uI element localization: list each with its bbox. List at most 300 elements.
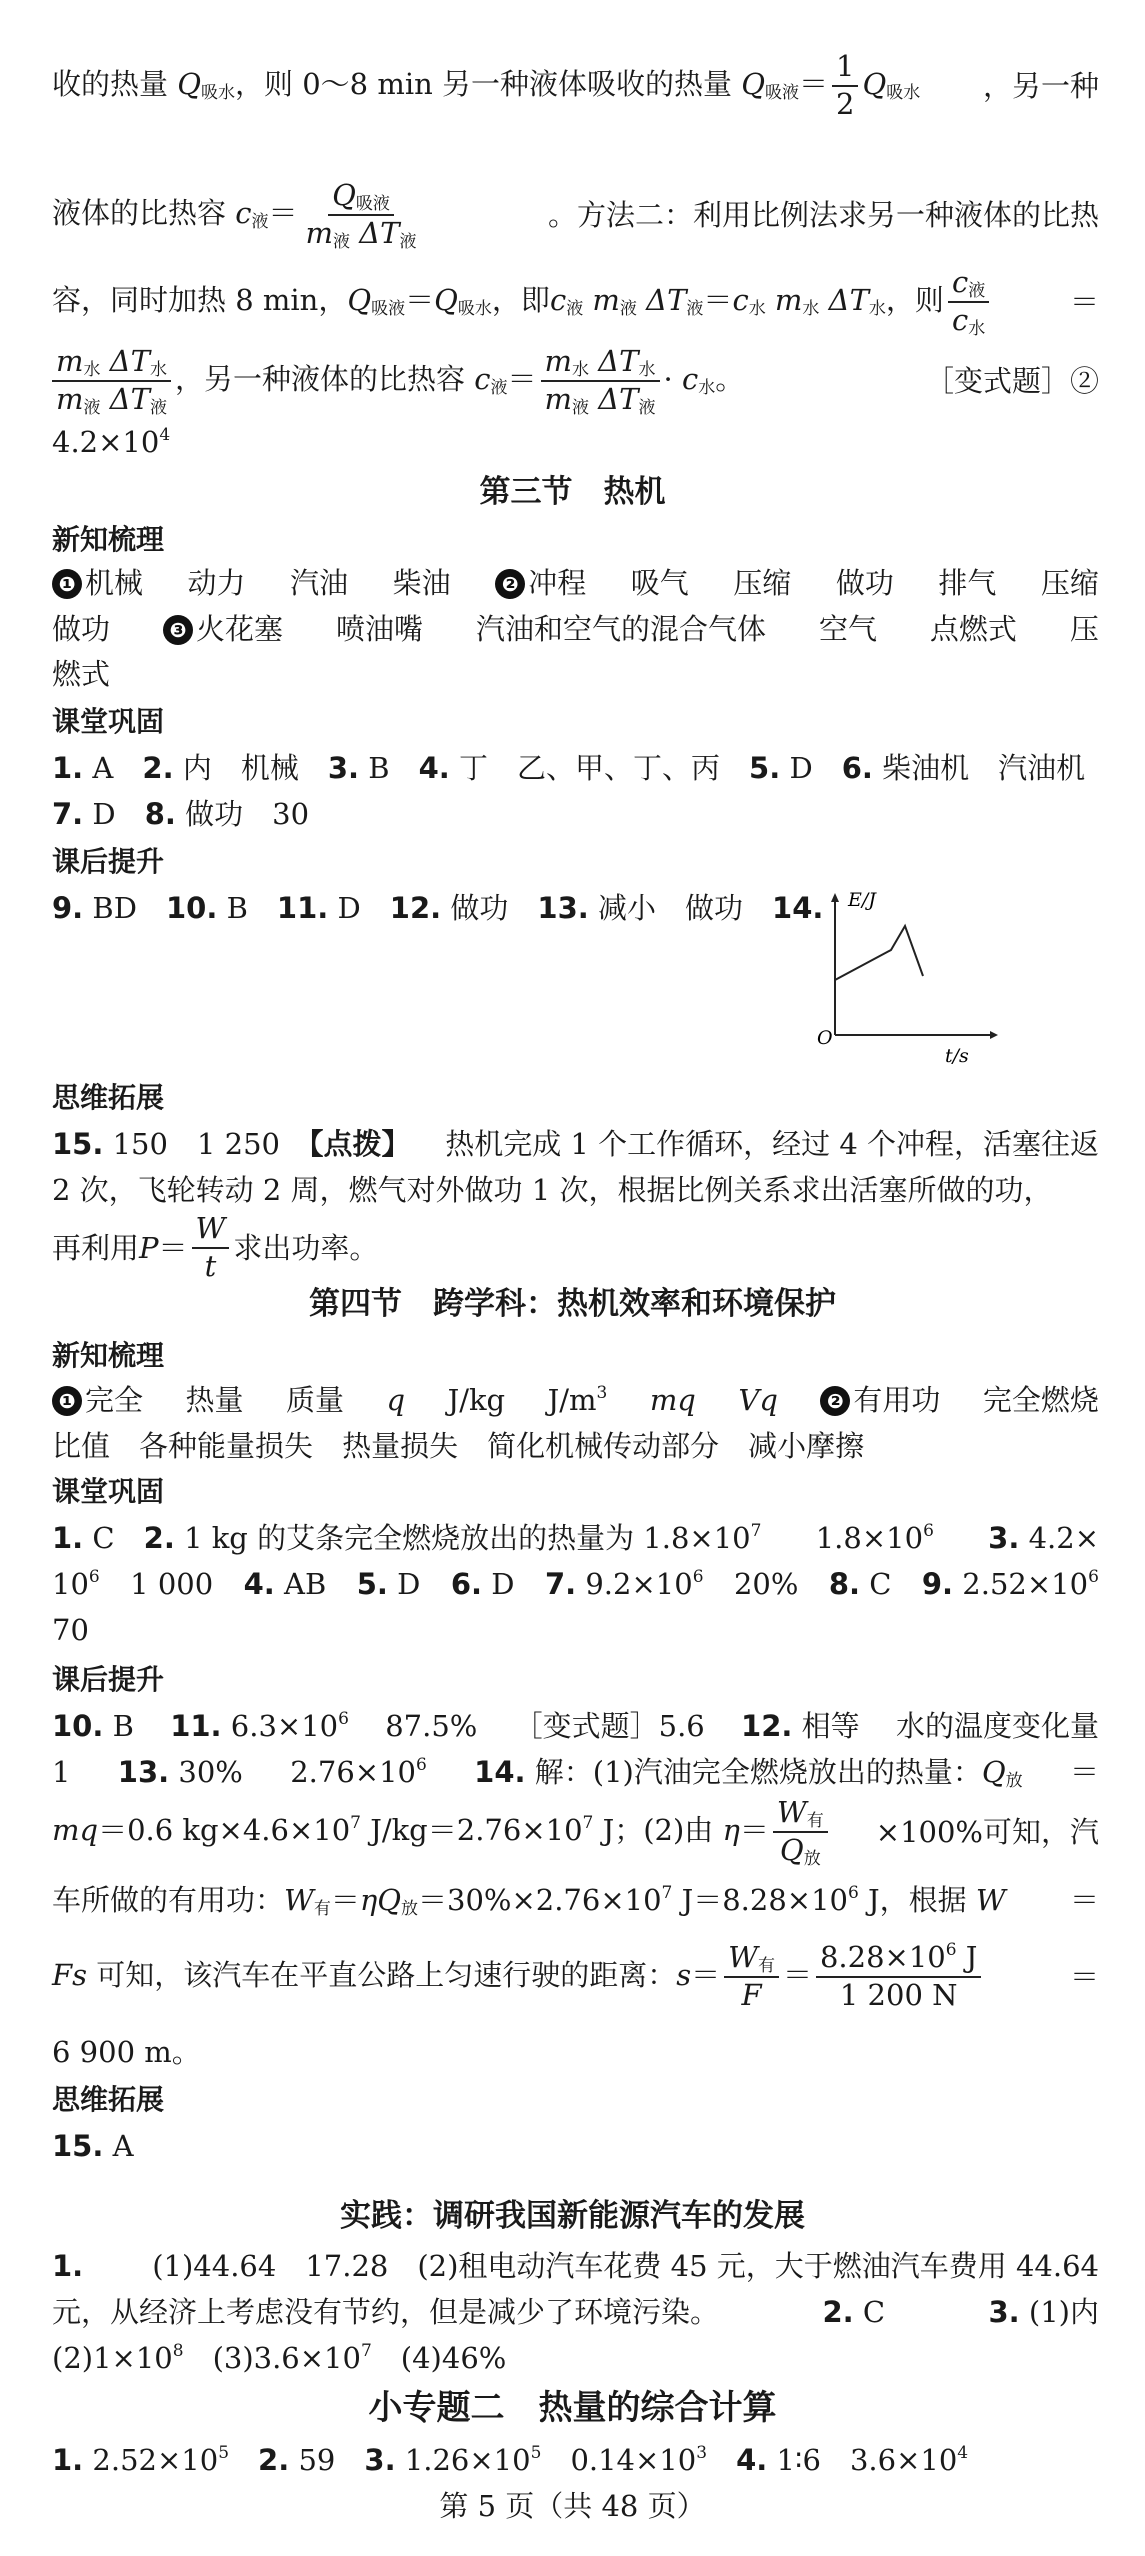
text: ，则 0～8 min 另一种液体吸收的热量	[235, 67, 742, 101]
answer: 87.5%	[385, 1709, 478, 1743]
answer: J/kg	[447, 1383, 506, 1417]
y-axis-arrow-icon	[831, 893, 839, 902]
subscript: 液	[150, 398, 168, 418]
answer: 做功 30	[185, 797, 310, 831]
answer-line	[52, 1380, 1099, 1420]
subscript: 液	[490, 378, 508, 398]
answer: 热量	[185, 1383, 244, 1417]
text-line-3	[52, 265, 1099, 339]
origin-label: O	[817, 1027, 833, 1049]
answer: 6.3×10	[230, 1709, 339, 1743]
subscript: 吸液	[765, 83, 800, 103]
text: J；(2)由	[593, 1813, 723, 1847]
answer: 10	[52, 1567, 89, 1601]
symbol: η	[359, 1883, 378, 1917]
text-line-4	[52, 346, 1099, 416]
answer: 汽油和空气的混合气体	[475, 612, 766, 646]
question-number: 15.	[52, 2129, 104, 2163]
subscript: 放	[1005, 1771, 1023, 1791]
label-after-class: 课后提升	[52, 1663, 165, 1696]
text: 4.2×10	[52, 425, 160, 459]
answer: C	[862, 2295, 886, 2329]
symbol: ΔT	[359, 216, 400, 250]
answer: 2.76×10	[290, 1755, 416, 1789]
text: 车所做的有用功：	[52, 1883, 285, 1917]
text: ＝	[1069, 1960, 1099, 1994]
answer-line	[52, 1211, 1099, 1283]
answer: ［变式题］5.6	[513, 1709, 705, 1743]
question-number: 3.	[364, 2443, 396, 2477]
superscript: 3	[696, 2443, 708, 2463]
label-classroom: 课堂巩固	[52, 1475, 165, 1508]
answer-line	[52, 1518, 1099, 1558]
symbol: Q	[347, 283, 372, 317]
superscript: 3	[596, 1383, 608, 1403]
subscript: 液	[968, 281, 986, 302]
text-line-2	[52, 178, 1099, 252]
answer: 59	[298, 2443, 336, 2477]
superscript: 7	[661, 1883, 673, 1903]
subscript: 水	[638, 360, 656, 381]
fraction	[301, 180, 420, 250]
answer: 2.52×10	[92, 2443, 219, 2477]
answer: 30%	[178, 1755, 243, 1789]
symbol: m	[774, 283, 803, 317]
question-number: 2.	[258, 2443, 290, 2477]
text-line-5	[52, 422, 1099, 462]
question-number: 7.	[544, 1567, 577, 1601]
answer: 3.6×10	[849, 2443, 958, 2477]
subscript: 水	[572, 360, 589, 381]
circled-number-1-icon: ❶	[52, 569, 82, 599]
symbol: c	[474, 362, 491, 396]
denominator: 1 200 N	[839, 1978, 958, 2012]
symbol: W	[284, 1883, 314, 1917]
symbol: η	[722, 1813, 740, 1847]
question-number: 5.	[356, 1567, 388, 1601]
answer: 1.8×10	[815, 1521, 924, 1555]
subscript: 吸液	[371, 299, 406, 319]
text: 。	[715, 362, 745, 396]
answer-line: 70	[52, 1613, 89, 1647]
answer: J/m	[547, 1383, 597, 1417]
answer-line: 燃式	[52, 657, 111, 691]
text: ＝	[691, 1958, 721, 1992]
answer: 1∶6	[776, 2443, 821, 2477]
symbol: m	[544, 344, 572, 379]
symbol: m	[544, 382, 572, 416]
fraction	[724, 1942, 779, 2012]
answer: 质量	[286, 1383, 345, 1417]
answer: 1.26×10	[404, 2443, 531, 2477]
section-title-heat-engine: 第三节 热机	[479, 474, 666, 510]
symbol: mq	[52, 1813, 99, 1847]
symbol: W	[975, 1883, 1006, 1917]
answer: D	[337, 891, 361, 925]
answer: 点燃式	[929, 612, 1017, 646]
answer: 柴油	[392, 566, 451, 600]
subscript: 吸水	[886, 83, 921, 103]
text: ＝	[703, 283, 733, 317]
superscript: 4	[957, 2443, 969, 2463]
answer: 水的温度变化量	[895, 1709, 1099, 1743]
text: ＝	[1069, 285, 1099, 319]
answer-line	[52, 1124, 1099, 1164]
subscript: 水	[868, 299, 886, 319]
answer-line: 2 次，飞轮转动 2 周，燃气对外做功 1 次，根据比例关系求出活塞所做的功，	[52, 1173, 1053, 1207]
question-number: 4.	[243, 1567, 275, 1601]
subscript: 液	[566, 299, 584, 319]
superscript: 5	[530, 2443, 542, 2463]
text: J/kg＝2.76×10	[361, 1813, 583, 1847]
answer: 150 1 250	[112, 1127, 309, 1161]
question-number: 7.	[52, 797, 84, 831]
answer: AB	[284, 1567, 327, 1601]
answer-line: 6 900 m。	[52, 2035, 201, 2069]
x-axis-arrow-icon	[990, 1031, 998, 1039]
label-new-knowledge: 新知梳理	[52, 1339, 165, 1372]
answer: (3)3.6×10	[183, 2341, 361, 2375]
answer: B	[112, 1709, 134, 1743]
answer-line	[52, 1426, 1099, 1466]
symbol: Q	[434, 283, 458, 317]
symbol: Q	[741, 67, 766, 101]
superscript: 7	[750, 1521, 762, 1541]
subscript: 液	[686, 299, 704, 319]
answer: 元，从经济上考虑没有节约，但是减少了环境污染。	[52, 2295, 720, 2329]
label-extension: 思维拓展	[52, 1081, 165, 1114]
answer: 做功	[450, 891, 509, 925]
denominator: F	[741, 1978, 762, 2012]
subscript: 水	[802, 299, 820, 319]
answer: 完全燃烧	[982, 1383, 1099, 1417]
answer-line	[52, 2246, 1099, 2286]
superscript: 6	[1088, 1567, 1099, 1587]
symbol: c	[549, 283, 567, 317]
symbol: Q	[981, 1755, 1006, 1789]
question-number: 6.	[450, 1567, 483, 1601]
symbol: ΔT	[598, 382, 639, 416]
text-line-1	[52, 49, 1099, 121]
answer: (4)46%	[371, 2341, 507, 2375]
answer: 排气	[938, 566, 997, 600]
symbol: c	[732, 283, 749, 317]
answer: 热量损失	[342, 1429, 459, 1463]
answer-line	[52, 748, 1099, 788]
text: ＝	[405, 283, 435, 317]
circled-number-1-icon: ❶	[52, 1386, 82, 1416]
question-number: 3.	[327, 751, 360, 785]
answer: (1)内	[1028, 2295, 1099, 2329]
question-number: 3.	[988, 1521, 1020, 1555]
text: ＝	[330, 1883, 360, 1917]
answer: 做功	[835, 566, 894, 600]
symbol: Q	[779, 1833, 804, 1867]
answer: (2)1×10	[52, 2341, 173, 2375]
answer: (1)44.64 17.28 (2)租电动汽车花费 45 元，大于燃油汽车费用 44.64	[152, 2249, 1099, 2283]
question-number: 8.	[144, 797, 176, 831]
subscript: 吸液	[355, 194, 390, 215]
question-number: 2.	[143, 1521, 175, 1555]
text: ＝0.6 kg×4.6×10	[98, 1813, 351, 1847]
answer: B	[368, 751, 390, 785]
fraction	[816, 1942, 981, 2012]
text: ＝	[158, 1231, 188, 1265]
symbol: P	[139, 1231, 159, 1265]
symbol: Q	[332, 178, 356, 213]
answer: A	[92, 751, 114, 785]
answer: 柴油机 汽油机	[882, 751, 1086, 785]
question-number: 14.	[474, 1755, 526, 1789]
symbol: m	[56, 382, 84, 416]
answer: 火花塞	[195, 612, 283, 646]
circled-number-3-icon: ❸	[163, 615, 193, 645]
symbol: s	[676, 1958, 692, 1992]
text: ＝	[739, 1813, 769, 1847]
subscript: 放	[401, 1899, 418, 1919]
question-number: 13.	[117, 1755, 170, 1789]
question-number: 12.	[741, 1709, 793, 1743]
answer: q	[386, 1383, 406, 1417]
question-number: 1.	[52, 751, 84, 785]
answer: 各种能量损失	[139, 1429, 314, 1463]
answer: 2.52×10	[962, 1567, 1089, 1601]
symbol: m	[592, 283, 620, 317]
text: J，根据	[858, 1883, 976, 1917]
text: ，另一种液体的比热容	[175, 362, 475, 396]
energy-time-graph	[815, 880, 1000, 1065]
hint-label: 【点拨】	[308, 1127, 411, 1161]
answer-line	[52, 1564, 1099, 1604]
label-classroom: 课堂巩固	[52, 705, 165, 738]
label-after-class: 课后提升	[52, 845, 165, 878]
energy-curve	[835, 926, 923, 992]
answer: 9.2×10	[585, 1567, 693, 1601]
subscript: 水	[698, 378, 716, 398]
symbol: W	[776, 1795, 807, 1830]
answer: A	[112, 2129, 134, 2163]
text: 求出功率。	[233, 1231, 379, 1265]
fraction	[192, 1213, 230, 1283]
question-number: 5.	[749, 751, 781, 785]
question-number: 8.	[828, 1567, 861, 1601]
text: ＝	[1069, 1883, 1099, 1917]
numerator: 8.28×10	[819, 1940, 946, 1975]
answer-line	[52, 1795, 1099, 1869]
subscript: 有	[757, 1956, 775, 1977]
question-number: 1.	[52, 1521, 84, 1555]
symbol: c	[951, 303, 969, 337]
answer: 相等	[801, 1709, 860, 1743]
symbol: ΔT	[598, 344, 639, 379]
answer: 压	[1069, 612, 1099, 646]
subscript: 液	[638, 398, 656, 418]
answer: 4.2×	[1028, 1521, 1099, 1555]
answer: Vq	[738, 1383, 778, 1417]
answer: 喷油嘴	[335, 612, 423, 646]
subscript: 液	[399, 232, 417, 252]
superscript: 6	[692, 1567, 704, 1587]
answer: 做功	[52, 612, 111, 646]
section-title-practice: 实践：调研我国新能源汽车的发展	[340, 2198, 805, 2234]
label-new-knowledge: 新知梳理	[52, 523, 165, 556]
answer: 丁 乙、甲、丁、丙	[459, 751, 721, 785]
answer: 机械	[85, 566, 144, 600]
answer: 有用功	[853, 1383, 941, 1417]
subscript: 水	[150, 360, 168, 381]
subscript: 液	[332, 232, 350, 252]
question-number: 4.	[736, 2443, 768, 2477]
fraction	[52, 346, 171, 416]
answer-line	[52, 563, 1099, 603]
question-number: 2.	[142, 751, 174, 785]
subscript: 吸水	[201, 83, 235, 103]
text: 再利用	[52, 1231, 140, 1265]
x-axis-label: t/s	[945, 1045, 969, 1065]
answer: 20%	[733, 1567, 799, 1601]
symbol: c	[951, 265, 969, 300]
fraction	[541, 346, 660, 416]
fraction	[773, 1797, 828, 1867]
superscript: 6	[338, 1709, 349, 1729]
answer: BD	[92, 891, 137, 925]
subscript: 水	[83, 360, 101, 381]
answer: ＝	[1069, 1755, 1099, 1789]
question-number: 4.	[418, 751, 450, 785]
symbol: m	[56, 344, 84, 379]
superscript: 5	[218, 2443, 230, 2463]
symbol: ΔT	[109, 344, 151, 379]
text: 。方法二：利用比例法求另一种液体的比热	[547, 198, 1099, 232]
question-number: 9.	[52, 891, 84, 925]
answer: 内 机械	[182, 751, 299, 785]
question-number: 9.	[921, 1567, 954, 1601]
superscript: 4	[159, 425, 171, 445]
answer: B	[226, 891, 248, 925]
answer-line	[52, 1752, 1099, 1792]
subscript: 液	[572, 398, 589, 418]
text: J＝8.28×10	[672, 1883, 848, 1917]
subscript: 吸水	[457, 299, 492, 319]
symbol: ΔT	[646, 283, 687, 317]
answer: C	[869, 1567, 892, 1601]
question-number: 11.	[276, 891, 329, 925]
symbol: c	[681, 362, 699, 396]
answer: D	[491, 1567, 515, 1601]
text: ，即	[491, 283, 550, 317]
question-number: 12.	[389, 891, 442, 925]
symbol: Fs	[52, 1958, 88, 1992]
text: 收的热量	[52, 67, 178, 101]
symbol: ΔT	[828, 283, 869, 317]
denominator: t	[204, 1249, 217, 1283]
symbol: ΔT	[109, 382, 151, 416]
variant-question-label: ［变式题］②	[924, 364, 1099, 398]
text: ＝30%×2.76×10	[418, 1883, 662, 1917]
answer: mq	[649, 1383, 696, 1417]
question-number: 10.	[52, 1709, 104, 1743]
answer: 1 000	[130, 1567, 214, 1601]
answer: 解：(1)汽油完全燃烧放出的热量：	[534, 1755, 982, 1789]
answer: 冲程	[528, 566, 587, 600]
answer: 空气	[818, 612, 877, 646]
fraction	[832, 51, 858, 121]
question-number: 13.	[537, 891, 589, 925]
superscript: 8	[172, 2341, 184, 2361]
answer: 热机完成 1 个工作循环，经过 4 个冲程，活塞往返	[445, 1127, 1099, 1161]
superscript: 6	[415, 1755, 427, 1775]
answer: D	[789, 751, 813, 785]
superscript: 6	[923, 1521, 934, 1541]
superscript: 6	[847, 1883, 859, 1903]
superscript: 7	[360, 2341, 372, 2361]
numerator: W	[192, 1213, 230, 1249]
label-extension: 思维拓展	[52, 2083, 165, 2116]
answer: C	[92, 1521, 115, 1555]
text: 可知，该汽车在平直公路上匀速行驶的距离：	[87, 1958, 677, 1992]
answer: 减小摩擦	[748, 1429, 865, 1463]
question-number: 11.	[170, 1709, 222, 1743]
superscript: 7	[350, 1813, 361, 1833]
question-number: 6.	[841, 751, 873, 785]
answer-line	[52, 1880, 1099, 1920]
answer: 完全	[85, 1383, 144, 1417]
text: 液体的比热容	[52, 196, 236, 230]
symbol: c	[235, 196, 252, 230]
unit: J	[956, 1940, 978, 1975]
subscript: 液	[619, 299, 637, 319]
answer: 0.14×10	[570, 2443, 697, 2477]
text: ·	[663, 362, 673, 396]
numerator: 1	[832, 51, 858, 87]
question-number: 10.	[166, 891, 218, 925]
symbol: m	[305, 216, 333, 250]
answer: 压缩	[1040, 566, 1099, 600]
circled-number-2-icon: ❷	[495, 569, 525, 599]
symbol: Q	[377, 1883, 401, 1917]
symbol: Q	[862, 67, 887, 101]
section-title-efficiency: 第四节 跨学科：热机效率和环境保护	[309, 1286, 836, 1322]
answer: 减小 做功	[598, 891, 744, 925]
text: ＝	[507, 362, 537, 396]
answer: 比值	[52, 1429, 111, 1463]
answer-line	[52, 2126, 1099, 2166]
circled-number-2-icon: ❷	[820, 1386, 850, 1416]
text: ，另一种	[982, 69, 1099, 103]
question-number: 1.	[52, 2249, 84, 2283]
subscript: 放	[803, 1849, 821, 1869]
text: 容，同时加热 8 min，	[52, 283, 348, 317]
answer-line	[52, 1940, 1099, 2012]
subscript: 水	[968, 319, 986, 339]
answer: 1 kg 的艾条完全燃烧放出的热量为 1.8×10	[184, 1521, 751, 1555]
question-number: 2.	[822, 2295, 854, 2329]
answer-line	[52, 1706, 1099, 1746]
text: ＝	[799, 67, 829, 101]
answer: 动力	[187, 566, 246, 600]
superscript: 6	[945, 1940, 957, 1961]
answer-line	[52, 2440, 1099, 2480]
subscript: 水	[748, 299, 766, 319]
answer: D	[92, 797, 116, 831]
symbol: W	[728, 1940, 758, 1975]
symbol: Q	[177, 67, 201, 101]
section-title-small-topic: 小专题二 热量的综合计算	[368, 2388, 777, 2428]
answer: D	[397, 1567, 421, 1601]
text: ，则	[885, 283, 944, 317]
answer: 压缩	[733, 566, 792, 600]
answer: 简化机械传动部分	[487, 1429, 720, 1463]
